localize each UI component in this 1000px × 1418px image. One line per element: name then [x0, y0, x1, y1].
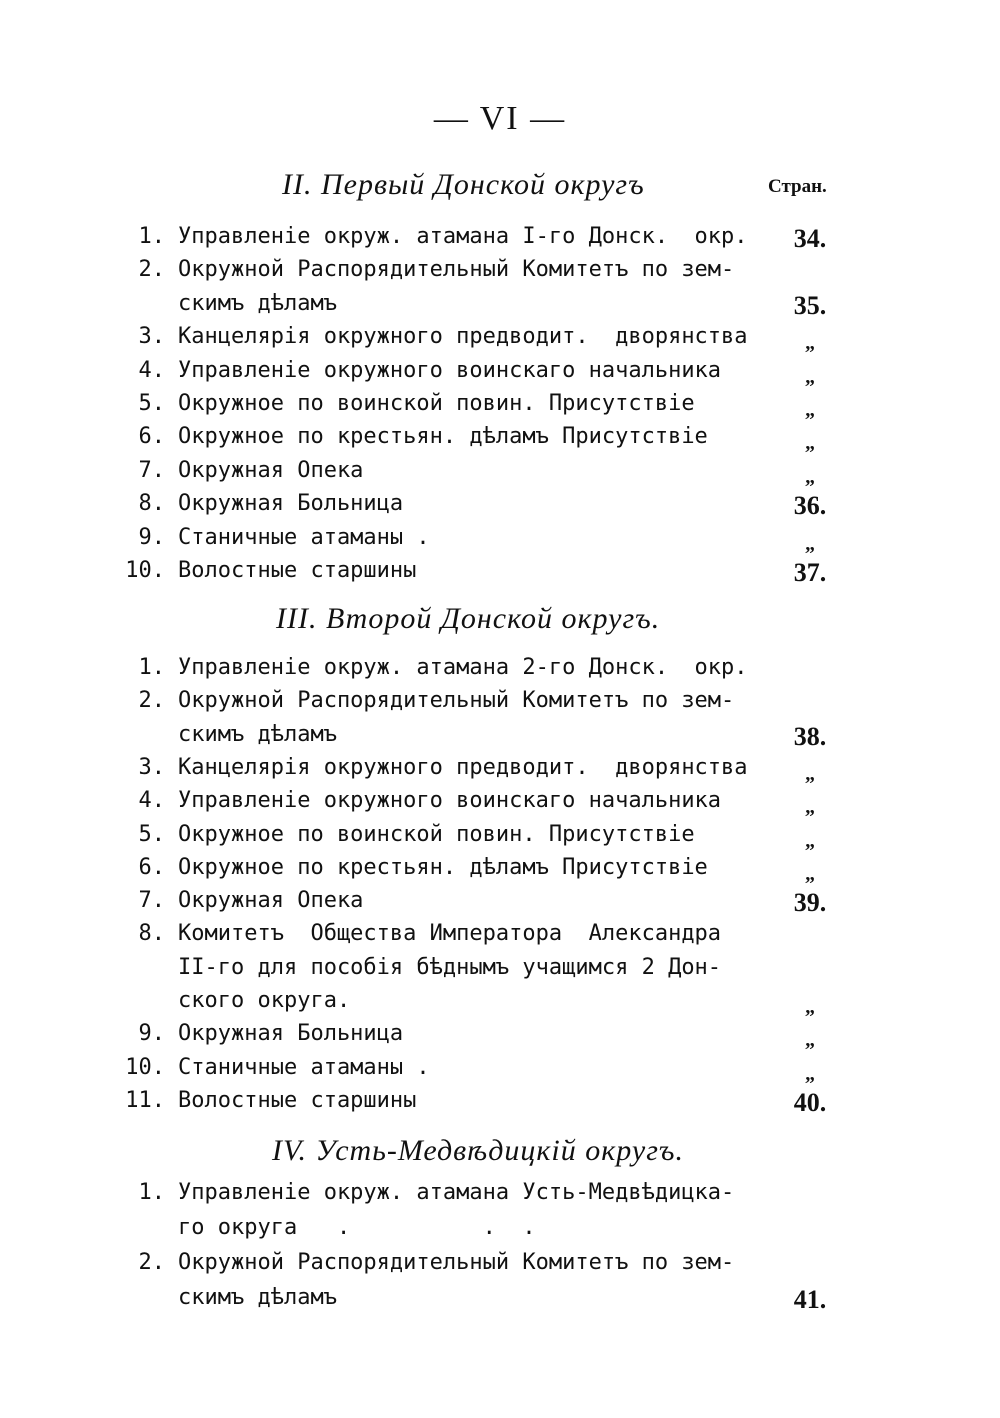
item-text: Управленіе окруж. атамана Усть-Медвѣдицка-: [178, 1180, 735, 1205]
page-column-label: Стран.: [768, 176, 827, 197]
item-text: II-го для пособія бѣднымъ учащимся 2 Дон-: [178, 954, 722, 980]
page-number: „: [805, 332, 815, 355]
toc-row: [0, 888, 1000, 922]
toc-row: [0, 722, 1000, 756]
item-text: Станичные атаманы .: [178, 1054, 430, 1080]
toc-row: [0, 324, 1000, 358]
page-number: 39.: [793, 888, 827, 918]
toc-row: [0, 257, 1000, 291]
toc-row: [0, 1055, 1000, 1089]
item-text: Канцелярія окружного предводит. дворянства: [178, 324, 748, 350]
page-number: 38.: [793, 721, 827, 751]
item-text: Окружное по крестьян. дѣламъ Присутствіе: [178, 424, 708, 450]
item-number: 5.: [138, 391, 165, 416]
item-text: Окружная Опека: [178, 457, 364, 483]
item-text: Окружное по воинской повин. Присутствіе: [178, 821, 695, 847]
item-text: Окружная Больница: [178, 491, 404, 517]
page-number: „: [805, 399, 815, 421]
toc-row: [0, 391, 1000, 425]
page-number: 41.: [793, 1285, 827, 1314]
page-number: „: [805, 432, 815, 455]
page-number: „: [805, 996, 815, 1018]
page-number: 40.: [793, 1087, 827, 1117]
toc-row: [0, 424, 1000, 458]
section-title-row: [0, 602, 1000, 652]
item-text: скимъ дѣламъ: [178, 721, 337, 747]
item-text: Управленіе окружного воинскаго начальника: [178, 788, 722, 814]
toc-row: [0, 688, 1000, 722]
toc-row: [0, 358, 1000, 392]
item-number: 8.: [138, 491, 165, 517]
page-number: „: [805, 862, 815, 885]
item-text: Станичные атаманы .: [178, 524, 430, 550]
toc-row: [0, 822, 1000, 856]
item-number: 7.: [138, 457, 165, 483]
toc-row: [0, 788, 1000, 822]
item-text: Окружное по воинской повин. Присутствіе: [178, 391, 695, 416]
page-number: 34.: [793, 224, 827, 253]
toc-row: [0, 855, 1000, 889]
item-text: ского округа.: [178, 988, 351, 1013]
page-number: 35.: [793, 290, 827, 320]
item-number: 11.: [125, 1087, 165, 1113]
toc-row: [0, 755, 1000, 789]
toc-row: [0, 1021, 1000, 1055]
page-number: „: [805, 1029, 815, 1052]
page-number: „: [805, 796, 815, 819]
item-text: Окружная Больница: [178, 1021, 404, 1047]
item-number: 2.: [138, 688, 165, 714]
page-number: „: [805, 365, 815, 388]
section-title: IV. Усть-Медвѣдицкій округъ.: [272, 1134, 684, 1167]
item-number: 6.: [138, 424, 165, 450]
item-number: 1.: [138, 224, 165, 249]
item-number: 3.: [138, 324, 165, 350]
toc-row: [0, 1088, 1000, 1122]
toc-row: [0, 1285, 1000, 1319]
item-text: скимъ дѣламъ: [178, 290, 337, 316]
item-text: Окружной Распорядительный Комитетъ по зем-: [178, 688, 735, 714]
page-number: 37.: [793, 558, 827, 587]
toc-row: [0, 1215, 1000, 1249]
item-number: 7.: [138, 888, 165, 914]
section-title-row: [0, 168, 1000, 218]
item-number: 3.: [138, 754, 165, 780]
toc-row: [0, 458, 1000, 492]
item-number: 4.: [138, 788, 165, 814]
item-text: Управленіе окружного воинскаго начальника: [178, 357, 722, 383]
item-number: 8.: [138, 921, 165, 947]
item-number: 2.: [138, 1250, 165, 1275]
item-number: 1.: [138, 655, 165, 680]
toc-row: [0, 1250, 1000, 1284]
item-number: 2.: [138, 257, 165, 283]
toc-row: [0, 491, 1000, 525]
item-number: 1.: [138, 1180, 165, 1205]
page-number: „: [805, 1062, 815, 1085]
page-number: „: [805, 762, 815, 785]
toc-row: [0, 955, 1000, 989]
section-title: III. Второй Донской округъ.: [276, 602, 661, 635]
section-title: II. Первый Донской округъ: [282, 168, 645, 201]
page-number: 36.: [793, 491, 827, 521]
item-text: го округа . . .: [178, 1215, 536, 1240]
section-title-row: [0, 1134, 1000, 1184]
item-text: Управленіе окруж. атамана I-го Донск. окр.: [178, 224, 748, 249]
item-text: Волостные старшины: [178, 558, 417, 583]
item-number: 9.: [138, 1021, 165, 1047]
toc-row: [0, 525, 1000, 559]
page-number: „: [805, 829, 815, 852]
item-text: Окружная Опека: [178, 888, 364, 914]
page-number: „: [805, 532, 815, 555]
toc-row: [0, 655, 1000, 689]
toc-row: [0, 988, 1000, 1022]
toc-row: [0, 558, 1000, 592]
item-text: Канцелярія окружного предводит. дворянства: [178, 754, 748, 780]
item-number: 6.: [138, 854, 165, 880]
toc-row: [0, 921, 1000, 955]
page-header: — VI —: [433, 100, 567, 137]
item-text: Комитетъ Общества Императора Александра: [178, 921, 722, 947]
item-text: скимъ дѣламъ: [178, 1285, 337, 1310]
item-text: Окружное по крестьян. дѣламъ Присутствіе: [178, 854, 708, 880]
toc-row: [0, 1180, 1000, 1214]
item-text: Управленіе окруж. атамана 2-го Донск. окр.: [178, 655, 748, 680]
item-number: 4.: [138, 357, 165, 383]
toc-row: [0, 291, 1000, 325]
item-number: 10.: [125, 558, 165, 583]
item-number: 5.: [138, 821, 165, 847]
item-text: Окружной Распорядительный Комитетъ по зем-: [178, 257, 735, 283]
page-number: „: [805, 465, 815, 488]
item-number: 10.: [125, 1054, 165, 1080]
toc-row: [0, 224, 1000, 258]
item-text: Волостные старшины: [178, 1087, 417, 1113]
item-text: Окружной Распорядительный Комитетъ по зем-: [178, 1250, 735, 1275]
item-number: 9.: [138, 524, 165, 550]
